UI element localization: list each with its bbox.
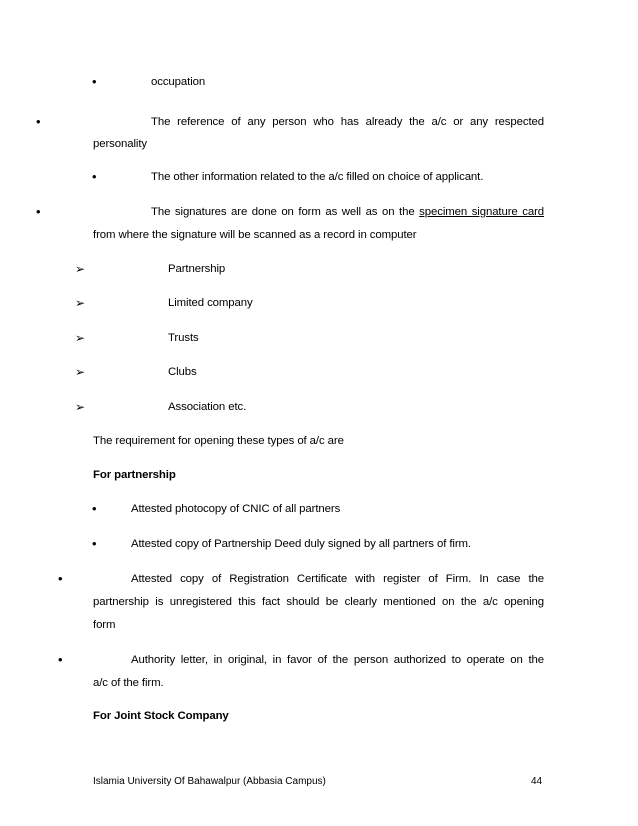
- requirement-intro: The requirement for opening these types of a/c are: [93, 435, 344, 447]
- section-heading-joint-stock: For Joint Stock Company: [93, 710, 229, 722]
- partnership-item: Attested copy of Registration Certificate with register of Firm. In case the: [131, 573, 544, 585]
- bullet-icon: •: [58, 571, 63, 586]
- bullet-icon: •: [92, 536, 97, 551]
- account-type-item: Clubs: [168, 366, 197, 378]
- partnership-item-cont: partnership is unregistered this fact should be clearly mentioned on the a/c opening: [93, 596, 544, 608]
- arrow-bullet-icon: ➢: [75, 400, 86, 414]
- partnership-item: Attested photocopy of CNIC of all partners: [131, 503, 341, 515]
- arrow-bullet-icon: ➢: [75, 331, 86, 345]
- partnership-item: Authority letter, in original, in favor of the person authorized to operate on the: [131, 654, 544, 666]
- arrow-bullet-icon: ➢: [75, 365, 86, 379]
- page-number: 44: [531, 776, 543, 787]
- specimen-signature-card-text: specimen signature card: [419, 206, 545, 218]
- bullet-icon: •: [92, 169, 97, 184]
- partnership-item-cont: form: [93, 619, 116, 631]
- list-item-signatures-cont: from where the signature will be scanned as a record in computer: [93, 229, 417, 241]
- arrow-bullet-icon: ➢: [75, 296, 86, 310]
- list-item-occupation: occupation: [151, 76, 206, 88]
- partnership-item: Attested copy of Partnership Deed duly signed by all partners of firm.: [131, 538, 471, 550]
- list-item-reference: The reference of any person who has already the a/c or any respected: [151, 116, 544, 128]
- list-item-signatures: [151, 205, 544, 219]
- partnership-item-cont: a/c of the firm.: [93, 677, 164, 689]
- section-heading-partnership: For partnership: [93, 469, 176, 481]
- account-type-item: Association etc.: [168, 401, 247, 413]
- bullet-icon: •: [58, 652, 63, 667]
- bullet-icon: •: [36, 204, 41, 219]
- bullet-icon: •: [92, 501, 97, 516]
- bullet-icon: •: [92, 74, 97, 89]
- account-type-item: Partnership: [168, 263, 226, 275]
- list-item-reference-cont: personality: [93, 138, 147, 150]
- signatures-lead-text: The signatures are done on form as well as on the: [151, 206, 420, 218]
- bullet-icon: •: [36, 114, 41, 129]
- arrow-bullet-icon: ➢: [75, 262, 86, 276]
- account-type-item: Limited company: [168, 297, 253, 309]
- list-item-other-info: The other information related to the a/c filled on choice of applicant.: [151, 171, 484, 183]
- account-type-item: Trusts: [168, 332, 199, 344]
- footer-institution: Islamia University Of Bahawalpur (Abbasia Campus): [93, 776, 326, 787]
